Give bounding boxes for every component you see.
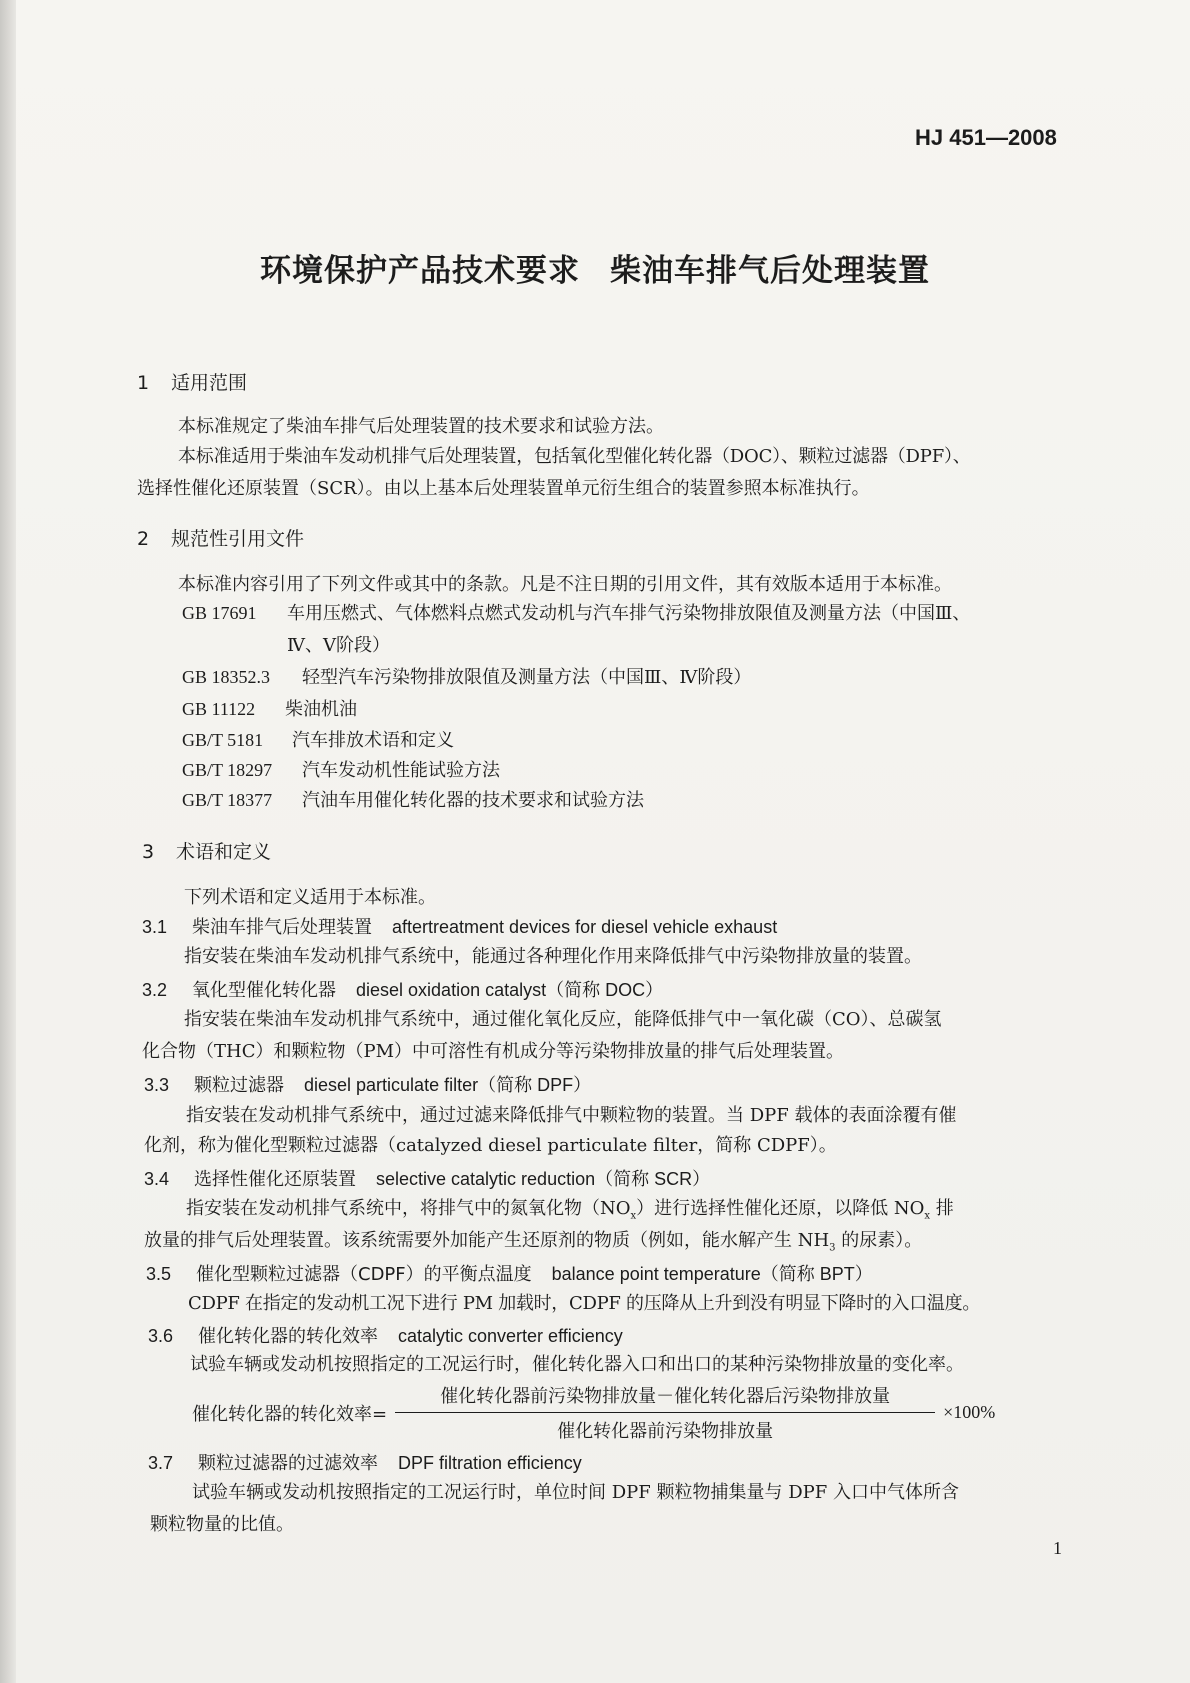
conversion-efficiency-formula [192,1382,995,1443]
reference-code: GB 11122 [182,699,256,719]
reference-item-continued [287,631,390,657]
reference-item [182,726,454,752]
fraction-bar [395,1412,935,1413]
reference-title: 汽车排放术语和定义 [292,730,454,751]
term-3-4-heading [144,1165,710,1191]
term-chinese: 选择性催化还原装置 [194,1169,356,1190]
section-title: 适用范围 [171,372,248,394]
term-3-1-heading [142,913,777,939]
page-title [0,245,1190,290]
term-chinese: 氧化型催化转化器 [192,980,336,1001]
term-chinese: 催化转化器的转化效率 [198,1326,378,1347]
term-number: 3.1 [142,917,168,937]
reference-title: 轻型汽车污染物排放限值及测量方法（中国Ⅲ、Ⅳ阶段） [302,667,752,688]
section-title: 规范性引用文件 [171,528,305,550]
term-chinese: 催化型颗粒过滤器（CDPF）的平衡点温度 [196,1264,532,1285]
term-3-4-definition-line-1 [186,1194,954,1222]
s3-intro: 下列术语和定义适用于本标准。 [184,887,436,908]
term-number: 3.3 [144,1075,170,1095]
term-english: aftertreatment devices for diesel vehicle exhaust [392,917,778,937]
term-number: 3.7 [148,1453,174,1473]
reference-code: GB 17691 [182,603,257,623]
formula-numerator: 催化转化器前污染物排放量－催化转化器后污染物排放量 [440,1386,891,1407]
reference-item [182,599,970,625]
term-chinese: 颗粒过滤器的过滤效率 [198,1453,378,1474]
term-3-4-definition-line-2 [144,1226,922,1254]
section-1-heading [137,368,247,395]
formula-denominator: 催化转化器前污染物排放量 [557,1421,774,1442]
term-3-6-heading [148,1322,623,1348]
term-3-5-heading [146,1260,873,1286]
section-title: 术语和定义 [176,841,272,863]
formula-multiplier: ×100% [943,1402,996,1422]
term-3-5-definition: CDPF 在指定的发动机工况下进行 PM 加载时，CDPF 的压降从上升到没有明显下降时的入口温度。 [188,1293,981,1314]
section-3-heading [142,837,271,864]
reference-code: GB/T 5181 [182,730,264,750]
term-3-7-heading [148,1449,582,1475]
term-english: balance point temperature（简称 BPT） [551,1264,873,1284]
reference-code: GB/T 18377 [182,790,273,810]
term-number: 3.4 [144,1169,170,1189]
text-run: ）进行选择性催化还原，以降低 NO [636,1198,925,1219]
section-number: 2 [137,528,150,550]
term-english: diesel oxidation catalyst（简称 DOC） [356,980,664,1000]
text-run: 排 [930,1198,954,1219]
text-run: 的尿素）。 [835,1230,923,1251]
term-number: 3.2 [142,980,168,1000]
term-english: catalytic converter efficiency [398,1326,623,1346]
term-3-2-definition-line-2: 化合物（THC）和颗粒物（PM）中可溶性有机成分等污染物排放量的排气后处理装置。 [142,1041,845,1062]
document-number: HJ 451—2008 [915,125,1057,150]
term-3-2-heading [142,976,663,1002]
term-english: DPF filtration efficiency [398,1453,582,1473]
term-english: diesel particulate filter（简称 DPF） [304,1075,592,1095]
term-3-3-definition-line-2: 化剂，称为催化型颗粒过滤器（catalyzed diesel particulate filter，简称 CDPF）。 [144,1135,837,1156]
formula-lhs: 催化转化器的转化效率= [192,1403,388,1425]
subscript: 3 [829,1242,836,1254]
section-number: 3 [142,841,155,863]
term-3-7-definition-line-1: 试验车辆或发动机按照指定的工况运行时，单位时间 DPF 颗粒物捕集量与 DPF 入口中气体所含 [192,1482,959,1503]
term-english: selective catalytic reduction（简称 SCR） [376,1169,711,1189]
formula-fraction [395,1382,935,1443]
term-3-1-definition: 指安装在柴油车发动机排气系统中，能通过各种理化作用来降低排气中污染物排放量的装置。 [184,946,922,967]
reference-title: 柴油机油 [285,699,357,720]
subscript: x [924,1210,931,1222]
reference-title: 汽车发动机性能试验方法 [302,760,500,781]
title-part-1: 环境保护产品技术要求 [260,253,580,289]
reference-item [182,695,357,721]
term-3-3-definition-line-1: 指安装在发动机排气系统中，通过过滤来降低排气中颗粒物的装置。当 DPF 载体的表面涂覆有催 [186,1105,957,1126]
reference-title: 汽油车用催化转化器的技术要求和试验方法 [302,790,644,811]
subscript: x [630,1210,637,1222]
text-run: 指安装在发动机排气系统中，将排气中的氮氧化物（NO [186,1198,631,1219]
reference-code: GB 18352.3 [182,667,271,687]
term-number: 3.6 [148,1326,174,1346]
page-number: 1 [1053,1538,1062,1558]
s2-paragraph-1: 本标准内容引用了下列文件或其中的条款。凡是不注日期的引用文件，其有效版本适用于本标准。 [178,574,952,595]
reference-item [182,663,751,689]
term-chinese: 颗粒过滤器 [194,1075,284,1096]
section-2-heading [137,524,304,551]
reference-item [182,756,500,782]
term-3-2-definition-line-1: 指安装在柴油车发动机排气系统中，通过催化氧化反应，能降低排气中一氧化碳（CO）、总碳氢 [184,1009,942,1030]
reference-title: 车用压燃式、气体燃料点燃式发动机与汽车排气污染物排放限值及测量方法（中国Ⅲ、 [287,603,971,624]
reference-code: GB/T 18297 [182,760,273,780]
reference-item [182,786,644,812]
s1-paragraph-1: 本标准规定了柴油车排气后处理装置的技术要求和试验方法。 [178,416,664,437]
term-3-3-heading [144,1071,591,1097]
term-3-6-definition: 试验车辆或发动机按照指定的工况运行时，催化转化器入口和出口的某种污染物排放量的变化率。 [190,1354,964,1375]
term-chinese: 柴油车排气后处理装置 [192,917,372,938]
section-number: 1 [137,372,150,394]
s1-paragraph-2-line-2: 选择性催化还原装置（SCR）。由以上基本后处理装置单元衍生组合的装置参照本标准执行。 [137,478,870,499]
s1-paragraph-2-line-1: 本标准适用于柴油车发动机排气后处理装置，包括氧化型催化转化器（DOC）、颗粒过滤器（DPF）、 [178,446,971,467]
title-part-2: 柴油车排气后处理装置 [610,253,930,289]
reference-title: Ⅳ、Ⅴ阶段） [287,635,390,656]
term-number: 3.5 [146,1264,172,1284]
text-run: 放量的排气后处理装置。该系统需要外加能产生还原剂的物质（例如，能水解产生 NH [144,1230,830,1251]
term-3-7-definition-line-2: 颗粒物量的比值。 [150,1514,294,1535]
